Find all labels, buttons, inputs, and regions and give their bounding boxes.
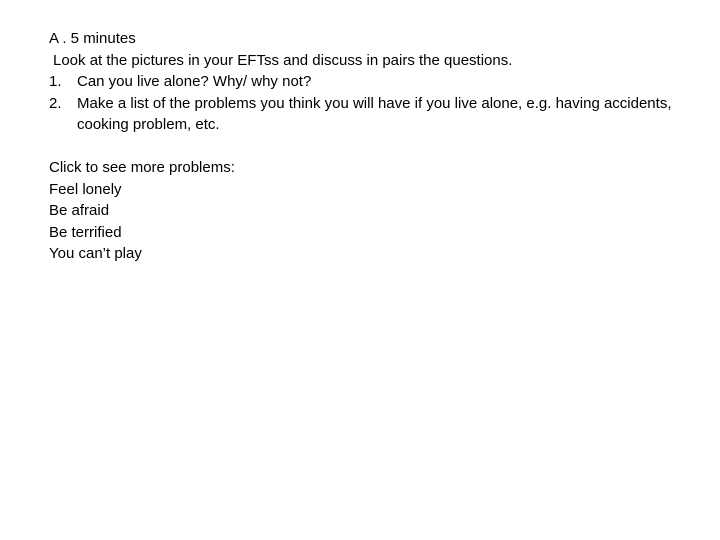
question-number: 2.	[49, 94, 62, 112]
question-number: 1.	[49, 73, 62, 90]
question-item	[49, 71, 689, 93]
activity-instruction: Look at the pictures in your EFTss and discuss in pairs the questions.	[53, 51, 513, 69]
problem-item: Feel lonely	[49, 180, 122, 198]
slide-content	[49, 28, 689, 265]
spacer	[49, 136, 689, 158]
activity-heading: A . 5 minutes	[49, 30, 136, 47]
question-list	[49, 71, 689, 136]
problem-item: You can’t play	[49, 245, 142, 262]
problem-item: Be terrified	[49, 223, 122, 241]
more-problems-prompt[interactable]: Click to see more problems:	[49, 159, 235, 176]
problem-item: Be afraid	[49, 202, 110, 219]
question-text: Can you live alone? Why/ why not?	[77, 73, 312, 90]
question-text: Make a list of the problems you think you will have if you live alone, e.g. having accidents, cooking problem, etc.	[77, 94, 672, 133]
question-item	[49, 93, 689, 136]
